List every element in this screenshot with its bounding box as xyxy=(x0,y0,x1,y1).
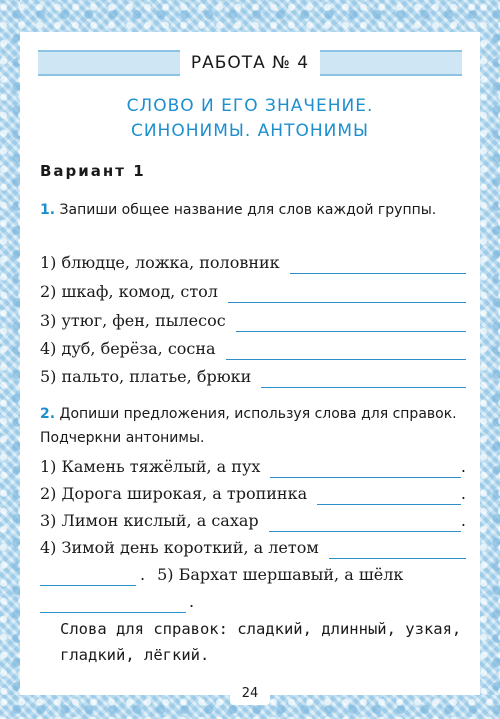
topic-title-line-2: СИНОНИМЫ. АНТОНИМЫ xyxy=(130,121,370,141)
answer-line[interactable] xyxy=(40,568,136,586)
sentence-period: . xyxy=(189,592,195,611)
ornamental-border-left xyxy=(0,0,20,719)
task-2-item-text: 3) Лимон кислый, а сахар xyxy=(40,511,259,530)
task-2-item-continued xyxy=(40,564,466,586)
task-1-item xyxy=(40,252,466,274)
answer-line[interactable] xyxy=(270,460,461,478)
task-1-item xyxy=(40,338,466,360)
answer-line[interactable] xyxy=(40,595,186,613)
answer-line[interactable] xyxy=(261,370,466,388)
task-1-item xyxy=(40,366,466,388)
task-1-instruction xyxy=(40,198,472,222)
task-2-number: 2. xyxy=(40,406,56,422)
task-1-number: 1. xyxy=(40,202,56,218)
ornamental-border-top xyxy=(0,0,500,32)
sentence-period: . xyxy=(460,457,466,476)
task-1-item xyxy=(40,310,466,332)
task-2-item-continued xyxy=(40,591,466,613)
answer-line[interactable] xyxy=(228,285,466,303)
answer-line[interactable] xyxy=(236,314,466,332)
task-1-item-text: 2) шкаф, комод, стол xyxy=(40,282,218,301)
task-1-item-text: 5) пальто, платье, брюки xyxy=(40,367,252,386)
task-1-item-text: 1) блюдце, ложка, половник xyxy=(40,253,280,272)
task-2-item-text: 5) Бархат шершавый, а шёлк xyxy=(157,565,404,584)
task-1-text: Запиши общее название для слов каждой группы. xyxy=(59,202,437,218)
topic-title-line-1: СЛОВО И ЕГО ЗНАЧЕНИЕ. xyxy=(126,96,374,116)
sentence-period: . xyxy=(140,565,146,584)
task-2-item xyxy=(40,483,466,505)
ornamental-border-right xyxy=(480,0,500,719)
task-2-item-text: 2) Дорога широкая, а тропинка xyxy=(40,484,308,503)
answer-line[interactable] xyxy=(329,541,466,559)
answer-line[interactable] xyxy=(269,514,461,532)
task-1-item xyxy=(40,281,466,303)
page-number: 24 xyxy=(230,683,270,705)
task-2-text: Допиши предложения, используя слова для справок. Подчеркни антонимы. xyxy=(40,406,457,446)
sentence-period: . xyxy=(460,484,466,503)
answer-line[interactable] xyxy=(317,487,461,505)
task-2-item xyxy=(40,510,466,532)
variant-label: Вариант 1 xyxy=(40,162,146,180)
task-1-item-text: 3) утюг, фен, пылесос xyxy=(40,311,226,330)
task-2-item xyxy=(40,456,466,478)
task-2-item-text: 4) Зимой день короткий, а летом xyxy=(40,538,319,557)
task-2-instruction xyxy=(40,402,472,450)
sentence-period: . xyxy=(460,511,466,530)
task-1-item-text: 4) дуб, берёза, сосна xyxy=(40,339,216,358)
task-2-item xyxy=(40,537,466,559)
task-2-item-text: 1) Камень тяжёлый, а пух xyxy=(40,457,261,476)
work-title: РАБОТА № 4 xyxy=(180,46,320,80)
answer-line[interactable] xyxy=(290,256,466,274)
reference-words: Слова для справок: сладкий, длинный, узкая, гладкий, лёгкий. xyxy=(60,620,462,664)
answer-line[interactable] xyxy=(226,342,466,360)
